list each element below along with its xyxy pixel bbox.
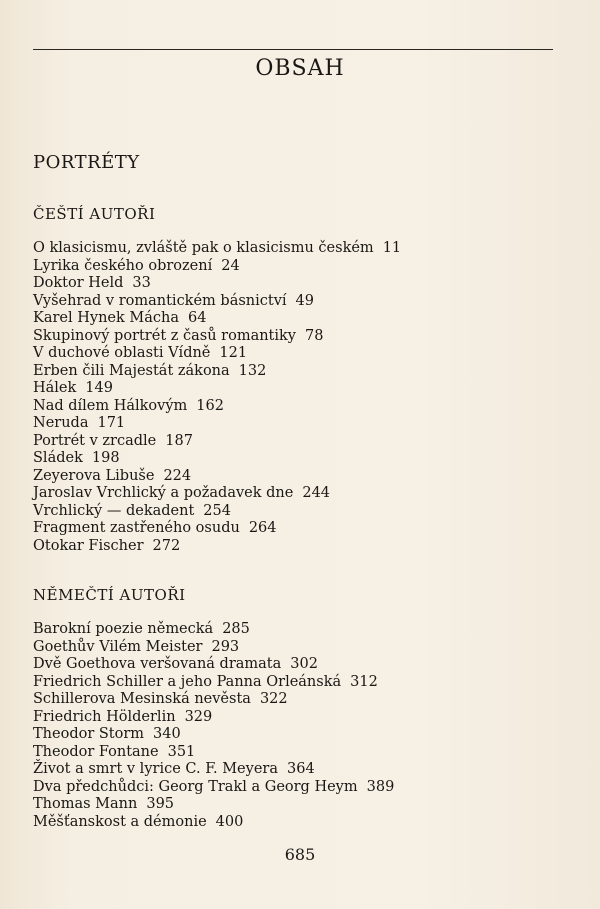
toc-entry <box>33 328 401 346</box>
toc-entry-page: 244 <box>302 485 331 501</box>
german-authors-heading: NĚMEČTÍ AUTOŘI <box>33 586 186 604</box>
toc-entry <box>33 520 401 538</box>
toc-entry-page: 11 <box>382 240 402 256</box>
toc-entry-page: 302 <box>290 656 318 672</box>
toc-entry-title: Lyrika českého obrození <box>33 257 213 274</box>
toc-entry <box>33 621 394 639</box>
toc-entry <box>33 415 401 433</box>
toc-entry-title: Theodor Fontane <box>33 743 159 760</box>
toc-entry-page: 340 <box>153 726 181 742</box>
toc-entry-title: Nad dílem Hálkovým <box>33 397 188 414</box>
toc-entry-page: 272 <box>152 537 181 554</box>
toc-entry <box>33 240 401 258</box>
toc-entry-title: Skupinový portrét z časů romantiky <box>33 327 296 344</box>
toc-entry-page: 171 <box>97 415 126 431</box>
toc-entry-page: 389 <box>366 778 395 795</box>
toc-entry-title: Hálek <box>33 380 77 396</box>
toc-entry-title: Život a smrt v lyrice C. F. Meyera <box>33 761 278 777</box>
toc-entry-title: Neruda <box>33 415 89 431</box>
toc-entry-title: Thomas Mann <box>33 796 138 812</box>
toc-entry-page: 312 <box>350 673 378 690</box>
page-number: 685 <box>284 845 316 864</box>
section-heading: PORTRÉTY <box>33 152 140 173</box>
toc-entry <box>33 293 401 311</box>
toc-entry-page: 78 <box>305 327 324 344</box>
toc-entry <box>33 779 394 797</box>
toc-entry-title: Theodor Storm <box>33 726 145 742</box>
toc-entry <box>33 691 394 709</box>
toc-entry-title: Vrchlický — dekadent <box>33 502 195 519</box>
toc-entry <box>33 709 394 727</box>
toc-entry-title: Sládek <box>33 450 83 466</box>
toc-entry-page: 149 <box>85 380 113 396</box>
toc-entry-title: Doktor Held <box>33 275 124 291</box>
toc-entry <box>33 380 401 398</box>
toc-entry-title: Schillerova Mesinská nevěsta <box>33 691 251 707</box>
toc-entry-page: 64 <box>187 310 207 326</box>
toc-entry <box>33 726 394 744</box>
top-rule <box>33 49 553 50</box>
german-authors-list <box>33 621 394 831</box>
toc-entry-page: 285 <box>222 621 250 637</box>
toc-entry <box>33 761 394 779</box>
toc-entry-title: V duchové oblasti Vídně <box>33 345 211 361</box>
toc-entry-title: Vyšehrad v romantickém básnictví <box>33 292 287 309</box>
toc-entry-page: 254 <box>203 502 231 519</box>
toc-entry <box>33 656 394 674</box>
toc-entry <box>33 639 394 657</box>
toc-entry <box>33 345 401 363</box>
toc-entry <box>33 275 401 293</box>
toc-entry-title: Otokar Fischer <box>33 537 144 554</box>
toc-entry-page: 49 <box>295 292 314 309</box>
toc-entry-page: 187 <box>165 432 193 449</box>
toc-entry-page: 322 <box>259 691 288 707</box>
czech-authors-heading: ČEŠTÍ AUTOŘI <box>33 205 156 223</box>
toc-entry <box>33 503 401 521</box>
toc-entry-page: 24 <box>221 257 240 274</box>
toc-entry-page: 121 <box>219 345 248 361</box>
toc-entry-title: Friedrich Schiller a jeho Panna Orleánská <box>33 673 342 690</box>
toc-entry-page: 162 <box>196 397 224 414</box>
toc-entry-title: Dvě Goethova veršovaná dramata <box>33 656 282 672</box>
toc-entry-title: Jaroslav Vrchlický a požadavek dne <box>33 485 294 501</box>
toc-entry-title: Fragment zastřeného osudu <box>33 520 240 536</box>
toc-entry <box>33 433 401 451</box>
toc-entry <box>33 258 401 276</box>
toc-entry <box>33 814 394 832</box>
toc-entry-page: 33 <box>132 275 151 291</box>
toc-entry-page: 132 <box>238 362 267 379</box>
toc-entry <box>33 538 401 556</box>
toc-entry-page: 395 <box>146 796 175 812</box>
toc-entry <box>33 363 401 381</box>
toc-entry-title: Karel Hynek Mácha <box>33 310 179 326</box>
toc-entry-page: 293 <box>211 638 240 655</box>
toc-entry-title: Barokní poezie německá <box>33 621 214 637</box>
toc-entry-title: Portrét v zrcadle <box>33 432 157 449</box>
toc-entry-title: Erben čili Majestát zákona <box>33 362 230 379</box>
toc-entry-page: 364 <box>287 761 315 777</box>
toc-entry <box>33 398 401 416</box>
toc-entry-title: O klasicismu, zvláště pak o klasicismu českém <box>33 240 374 256</box>
toc-entry-title: Měšťanskost a démonie <box>33 813 207 830</box>
toc-entry <box>33 450 401 468</box>
toc-entry-page: 329 <box>184 708 213 725</box>
toc-entry-title: Goethův Vilém Meister <box>33 638 203 655</box>
toc-entry-title: Friedrich Hölderlin <box>33 708 176 725</box>
toc-entry-page: 198 <box>91 450 120 466</box>
toc-entry-page: 224 <box>163 467 192 484</box>
toc-entry <box>33 310 401 328</box>
toc-entry <box>33 796 394 814</box>
czech-authors-list <box>33 240 401 555</box>
toc-entry-title: Zeyerova Libuše <box>33 467 155 484</box>
toc-entry <box>33 744 394 762</box>
page-title: OBSAH <box>255 56 345 81</box>
toc-entry-page: 264 <box>248 520 277 536</box>
toc-entry-page: 351 <box>167 743 196 760</box>
toc-entry-page: 400 <box>215 813 244 830</box>
toc-entry-title: Dva předchůdci: Georg Trakl a Georg Heym <box>33 778 358 795</box>
toc-entry <box>33 485 401 503</box>
toc-entry <box>33 674 394 692</box>
toc-entry <box>33 468 401 486</box>
